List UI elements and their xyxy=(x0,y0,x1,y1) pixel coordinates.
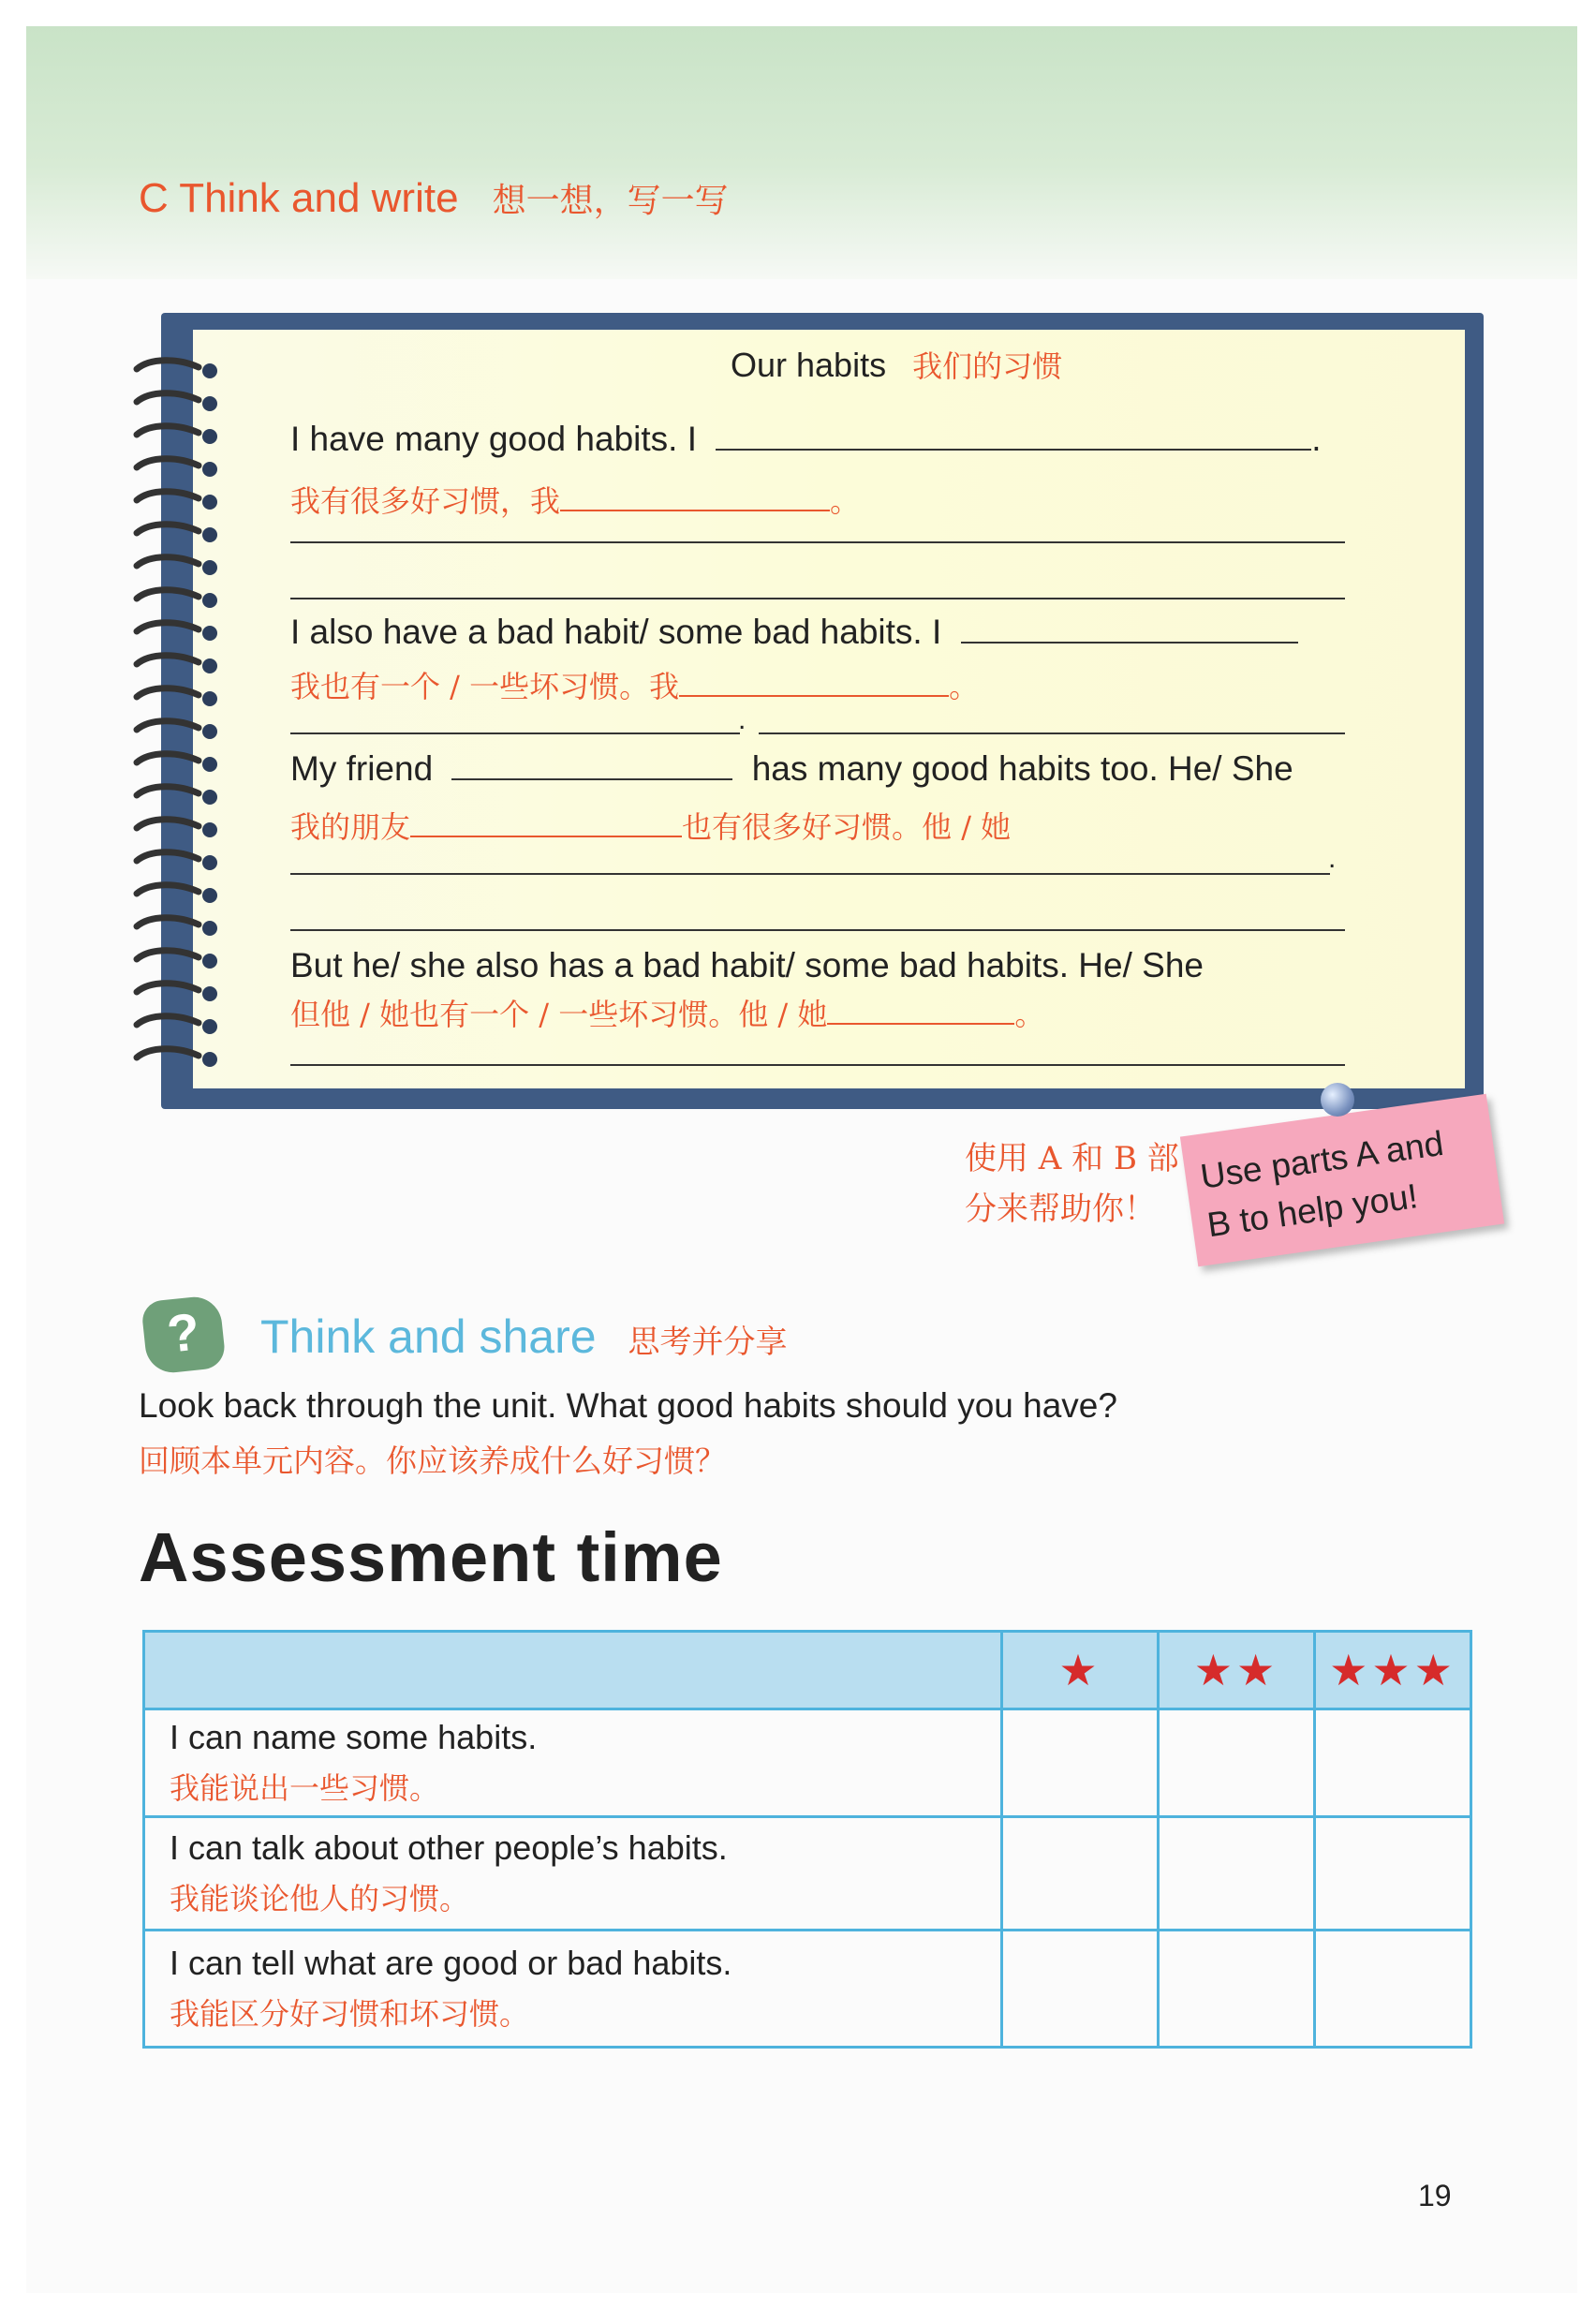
line4-zh-text xyxy=(290,991,1044,1034)
assessment-item xyxy=(144,1931,1002,2048)
assessment-item-zh: 我能谈论他人的习惯。 xyxy=(170,1881,470,1916)
spiral-ring xyxy=(131,946,225,974)
hint-zh-line2: 分来帮助你！ xyxy=(965,1191,1156,1228)
rating-cell[interactable] xyxy=(1315,1931,1471,2048)
spiral-ring xyxy=(131,1044,225,1073)
line2-zh-text xyxy=(290,663,979,706)
line3-zh-a: 我的朋友 xyxy=(290,809,411,845)
section-c-label: C Think and write xyxy=(139,175,459,221)
spiral-ring xyxy=(131,880,225,909)
line2-en-text xyxy=(290,613,1298,652)
rating-cell[interactable] xyxy=(1315,1817,1471,1931)
hint-zh xyxy=(965,1133,1179,1235)
line2-en: I also have a bad habit/ some bad habits. I xyxy=(290,613,942,651)
spiral-binding xyxy=(131,356,225,1077)
spiral-ring xyxy=(131,815,225,843)
rating-one-star: ★ xyxy=(1002,1632,1159,1709)
line2-zh-period: 。 xyxy=(949,669,980,704)
assessment-header-blank xyxy=(144,1632,1002,1709)
think-share-question-zh: 回顾本单元内容。你应该养成什么好习惯？ xyxy=(139,1442,726,1479)
spiral-ring xyxy=(131,389,225,417)
table-row xyxy=(144,1817,1471,1931)
line4-zh-blank xyxy=(827,1022,1014,1025)
line2-mid-period: . xyxy=(738,704,746,735)
spiral-ring xyxy=(131,422,225,450)
line1-en: I have many good habits. I xyxy=(290,420,697,458)
spiral-ring xyxy=(131,553,225,581)
line3-blank[interactable] xyxy=(451,777,732,780)
spiral-ring xyxy=(131,749,225,777)
writing-line[interactable] xyxy=(290,598,1345,599)
table-row xyxy=(144,1931,1471,2048)
rating-cell[interactable] xyxy=(1159,1817,1315,1931)
notebook-title-zh: 我们的习惯 xyxy=(912,348,1063,384)
think-share-question-en: Look back through the unit. What good habits should you have? xyxy=(139,1386,1117,1425)
spiral-ring xyxy=(131,717,225,745)
writing-line[interactable] xyxy=(290,873,1330,875)
table-row xyxy=(144,1709,1471,1817)
assessment-item-zh: 我能说出一些习惯。 xyxy=(170,1770,440,1806)
spiral-ring xyxy=(131,487,225,515)
section-c-zh: 想一想，写一写 xyxy=(492,182,729,220)
line1-period: . xyxy=(1311,420,1322,458)
assessment-item-en: I can talk about other people’s habits. xyxy=(170,1828,728,1867)
question-mark-glyph: ? xyxy=(164,1301,203,1364)
line3-en-text xyxy=(290,749,1293,789)
rating-cell[interactable] xyxy=(1159,1931,1315,2048)
line1-zh-period: 。 xyxy=(830,483,861,519)
pushpin-icon xyxy=(1321,1083,1354,1117)
assessment-item-zh: 我能区分好习惯和坏习惯。 xyxy=(170,1996,530,2032)
writing-line[interactable] xyxy=(290,541,1345,543)
sticky-line1: Use parts A and xyxy=(1198,1123,1446,1196)
line3-zh-blank xyxy=(410,835,682,837)
writing-line[interactable] xyxy=(290,732,740,734)
spiral-ring xyxy=(131,585,225,614)
spiral-ring xyxy=(131,979,225,1007)
section-c-heading xyxy=(139,174,729,222)
writing-line[interactable] xyxy=(290,929,1345,931)
rating-cell[interactable] xyxy=(1002,1817,1159,1931)
spiral-ring xyxy=(131,520,225,548)
line4-zh: 但他 / 她也有一个 / 一些坏习惯。他 / 她 xyxy=(290,997,828,1032)
assessment-item-en: I can name some habits. xyxy=(170,1718,538,1756)
spiral-ring xyxy=(131,618,225,646)
spiral-ring xyxy=(131,454,225,482)
rating-cell[interactable] xyxy=(1002,1709,1159,1817)
line1-zh-blank xyxy=(560,509,830,511)
assessment-item-en: I can tell what are good or bad habits. xyxy=(170,1944,732,1982)
rating-cell[interactable] xyxy=(1315,1709,1471,1817)
spiral-ring xyxy=(131,684,225,712)
question-mark-icon xyxy=(140,1295,227,1375)
line4-en: But he/ she also has a bad habit/ some bad habits. He/ She xyxy=(290,946,1204,984)
assessment-title: Assessment time xyxy=(139,1518,723,1596)
line3-en-b: has many good habits too. He/ She xyxy=(751,749,1293,788)
spiral-ring xyxy=(131,356,225,384)
line3-zh-b: 也有很多好习惯。他 / 她 xyxy=(682,809,1012,845)
notebook-title xyxy=(731,343,1062,386)
think-share-title: Think and share xyxy=(260,1310,597,1363)
assessment-header-row xyxy=(144,1632,1471,1709)
spiral-ring xyxy=(131,913,225,941)
assessment-item xyxy=(144,1709,1002,1817)
page-number: 19 xyxy=(1418,2179,1452,2212)
line3-end-period: . xyxy=(1328,843,1337,874)
writing-line[interactable] xyxy=(759,732,1345,734)
line3-en-a: My friend xyxy=(290,749,434,788)
line1-en-text xyxy=(290,420,1322,459)
line1-blank[interactable] xyxy=(716,448,1311,451)
header-band xyxy=(26,26,1577,279)
hint-zh-line1: 使用 A 和 B 部 xyxy=(965,1140,1179,1177)
spiral-ring xyxy=(131,651,225,679)
line2-zh-blank xyxy=(679,694,949,697)
spiral-ring xyxy=(131,1012,225,1040)
line3-zh-text xyxy=(290,804,1011,847)
line2-blank[interactable] xyxy=(961,641,1298,644)
spiral-ring xyxy=(131,848,225,876)
think-share-title-zh: 思考并分享 xyxy=(628,1324,788,1361)
line1-zh-text xyxy=(290,478,860,521)
notebook-title-en: Our habits xyxy=(731,346,887,384)
rating-cell[interactable] xyxy=(1002,1931,1159,2048)
spiral-ring xyxy=(131,782,225,810)
assessment-item xyxy=(144,1817,1002,1931)
line4-zh-period: 。 xyxy=(1014,997,1045,1032)
rating-two-stars: ★★ xyxy=(1159,1632,1315,1709)
sticky-line2: B to help you! xyxy=(1204,1176,1421,1245)
assessment-table xyxy=(142,1630,1472,2049)
think-share-heading xyxy=(260,1309,788,1364)
writing-line[interactable] xyxy=(290,1064,1345,1066)
rating-cell[interactable] xyxy=(1159,1709,1315,1817)
rating-three-stars: ★★★ xyxy=(1315,1632,1471,1709)
line2-zh: 我也有一个 / 一些坏习惯。我 xyxy=(290,669,680,704)
line1-zh: 我有很多好习惯，我 xyxy=(290,483,561,519)
